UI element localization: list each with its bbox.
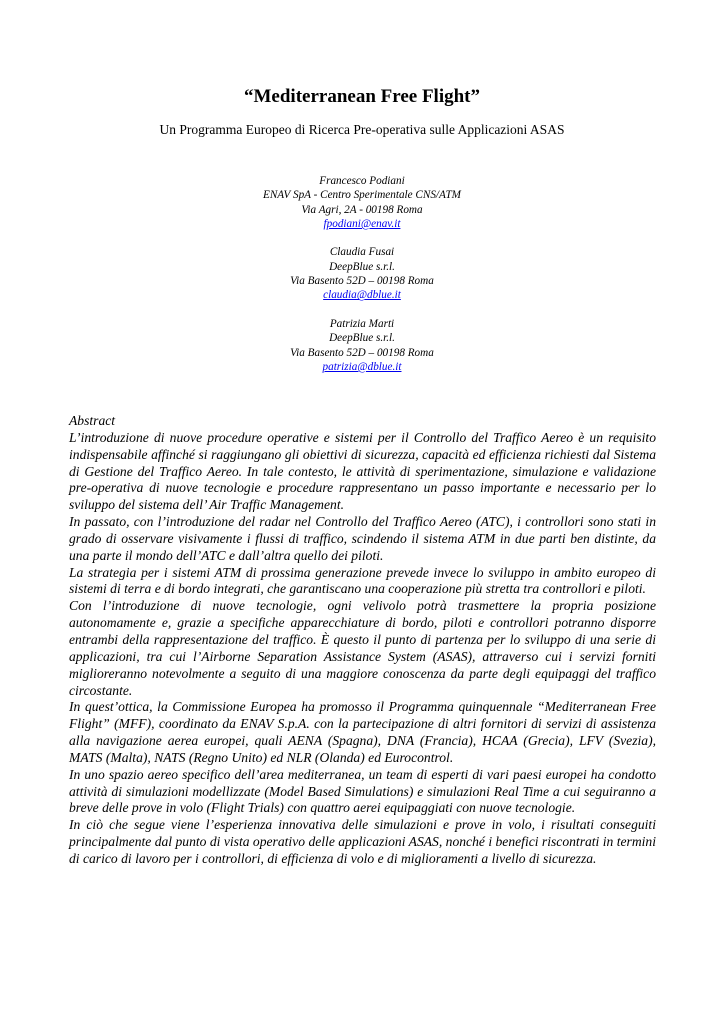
abstract-paragraph: La strategia per i sistemi ATM di prossima generazione prevede invece lo sviluppo in ambito europeo di sistemi di terra e di bordo integrati, che garantiscano una cooperazione più stretta tra controllori e piloti. bbox=[69, 564, 656, 597]
paper-title: “Mediterranean Free Flight” bbox=[243, 86, 481, 107]
author-email-link[interactable]: patrizia@dblue.it bbox=[322, 360, 402, 373]
abstract-paragraph: In ciò che segue viene l’esperienza innovativa delle simulazioni e prove in volo, i risultati conseguiti principalmente dal punto di vista operativo delle applicazioni ASAS, nonché i benefici riscontrati in termini di carico di lavoro per i controllori, di efficienza di volo e di miglioramenti a livello di sicurezza. bbox=[69, 817, 656, 866]
author-entry bbox=[0, 317, 724, 374]
author-email-link[interactable]: claudia@dblue.it bbox=[323, 289, 401, 302]
abstract-paragraph: In passato, con l’introduzione del radar nel Controllo del Traffico Aereo (ATC), i controllori sono stati in grado di osservare visivamente i flussi di traffico, scindendo il sistema ATM in due parti ben distinte, da una parte il mondo dell’ATC e dall’altra quello dei piloti. bbox=[69, 514, 656, 563]
author-name: Patrizia Marti bbox=[329, 317, 395, 330]
author-affiliation: DeepBlue s.r.l. bbox=[329, 260, 395, 273]
author-name: Francesco Podiani bbox=[319, 175, 405, 187]
author-address: Via Basento 52D – 00198 Roma bbox=[290, 275, 434, 288]
author-entry bbox=[0, 174, 724, 231]
author-entry bbox=[0, 245, 724, 302]
abstract-paragraph: In quest’ottica, la Commissione Europea ha promosso il Programma quinquennale “Mediterranean Free Flight” (MFF), coordinato da ENAV S.p.A. con la partecipazione di altri fornitori di servizi di assistenza alla navigazione aerea europei, quali AENA (Spagna), DNA (Francia), HCAA (Grecia), LFV (Svezia), MATS (Malta), NATS (Regno Unito) ed NLR (Olanda) ed Eurocontrol. bbox=[69, 699, 656, 765]
author-affiliation: ENAV SpA - Centro Sperimentale CNS/ATM bbox=[262, 189, 461, 202]
author-name: Claudia Fusai bbox=[329, 246, 395, 259]
author-address: Via Basento 52D – 00198 Roma bbox=[290, 346, 434, 359]
author-address: Via Agri, 2A - 00198 Roma bbox=[301, 203, 423, 216]
abstract-paragraph: In uno spazio aereo specifico dell’area mediterranea, un team di esperti di vari paesi europei ha condotto attività di simulazioni modellizzate (Model Based Simulations) e simulazioni Real Time a cui seguiranno a breve delle prove in volo (Flight Trials) con quattro aerei equipaggiati con nuove tecnologie. bbox=[69, 766, 656, 816]
abstract-paragraph: Con l’introduzione di nuove tecnologie, ogni velivolo potrà trasmettere la propria posizione autonomamente e, grazie a specifiche apparecchiature di bordo, piloti e controllori potranno disporre entrambi della rappresentazione del traffico. È questo il punto di partenza per lo sviluppo di una serie di applicazioni, tra cui l’Airborne Separation Assistance System (ASAS), attraverso cui i servizi forniti miglioreranno notevolmente a seguito di una maggiore conoscenza da parte degli equipaggi del traffico circostante. bbox=[69, 598, 656, 698]
paper-subtitle: Un Programma Europeo di Ricerca Pre-operativa sulle Applicazioni ASAS bbox=[159, 122, 565, 137]
author-affiliation: DeepBlue s.r.l. bbox=[329, 332, 395, 345]
abstract-heading: Abstract bbox=[69, 413, 116, 428]
author-block bbox=[0, 174, 724, 388]
author-email-link[interactable]: fpodiani@enav.it bbox=[323, 217, 401, 230]
abstract-section bbox=[69, 413, 656, 868]
abstract-paragraph: L’introduzione di nuove procedure operative e sistemi per il Controllo del Traffico Aereo è un requisito indispensabile affinché si raggiungano gli obiettivi di sicurezza, capacità ed efficienza richiesti dal Sistema di Gestione del Traffico Aereo. In tale contesto, le attività di sperimentazione, simulazione e validazione pre-operativa di nuove tecnologie e procedure rappresentano un passo importante e necessario per lo sviluppo del sistema dell’ Air Traffic Management. bbox=[69, 429, 656, 513]
